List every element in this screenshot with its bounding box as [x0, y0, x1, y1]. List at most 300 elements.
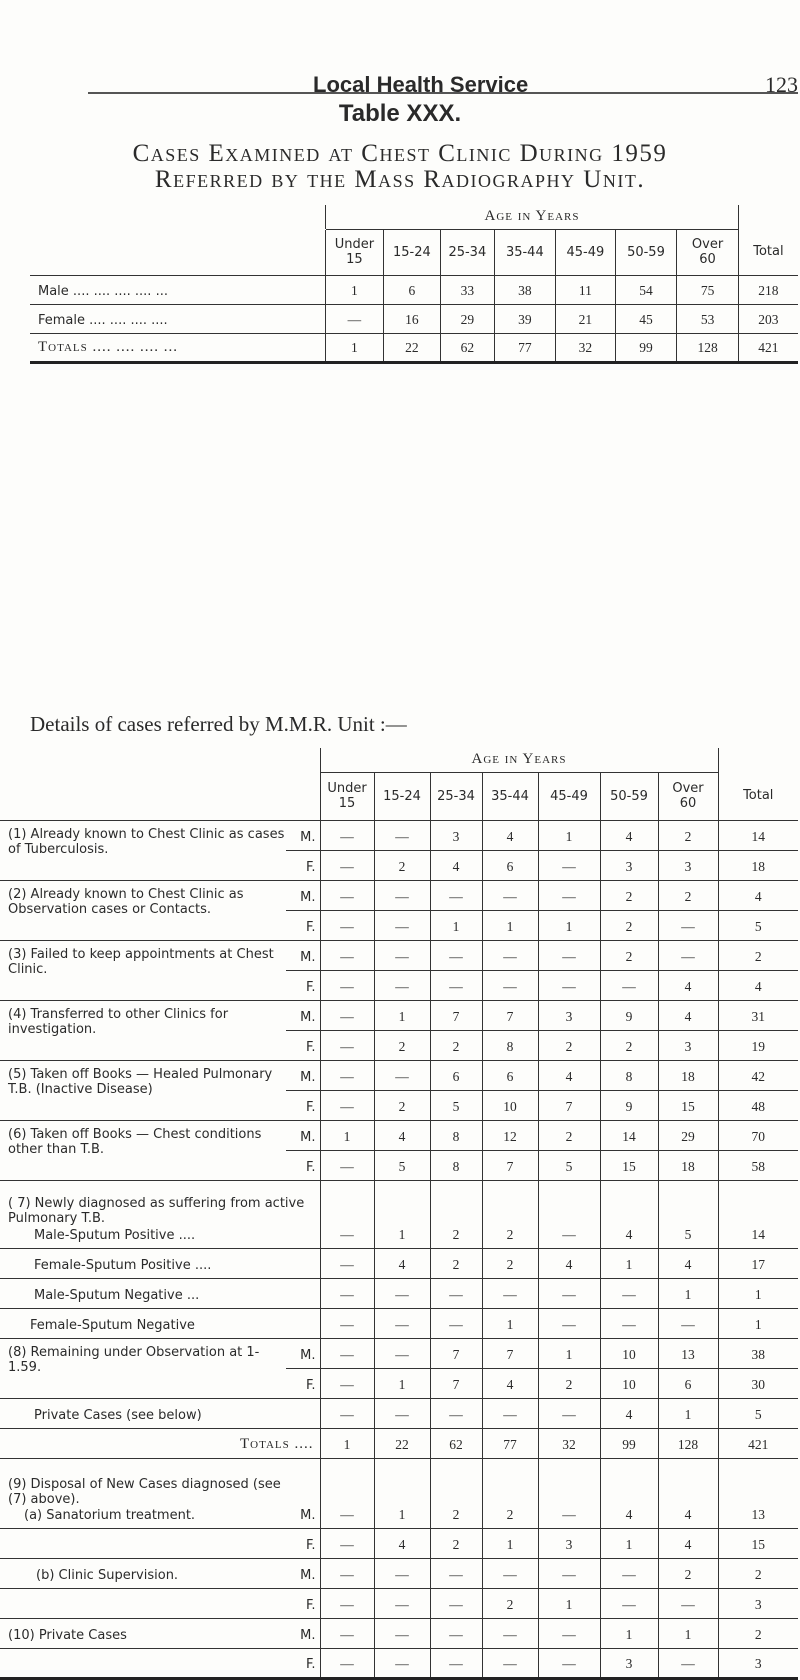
- row-label: Male-Sputum Negative ...: [0, 1278, 320, 1308]
- table-cell: 1: [374, 1000, 430, 1030]
- table-cell: —: [482, 970, 538, 1000]
- table-cell: 4: [374, 1528, 430, 1558]
- sex-label: F.: [286, 970, 320, 1000]
- table-cell: 14: [718, 820, 798, 850]
- table-cell: —: [482, 1278, 538, 1308]
- table-row: [0, 1648, 798, 1678]
- table-cell: 70: [718, 1120, 798, 1150]
- table-row: [0, 940, 798, 970]
- column-header: Total: [718, 772, 798, 820]
- table-cell: 4: [374, 1248, 430, 1278]
- table-cell: 4: [482, 1368, 538, 1398]
- table-cell: —: [600, 1278, 658, 1308]
- table-cell: —: [482, 1558, 538, 1588]
- table-cell: —: [320, 1090, 374, 1120]
- table-row: [0, 1618, 798, 1648]
- table-cell: 2: [374, 850, 430, 880]
- sex-label: F.: [286, 910, 320, 940]
- row-label: Private Cases (see below): [0, 1398, 320, 1428]
- table-row: [0, 1248, 798, 1278]
- table-cell: —: [482, 940, 538, 970]
- table-cell: —: [374, 880, 430, 910]
- table-cell: —: [482, 1398, 538, 1428]
- table-cell: 1: [320, 1120, 374, 1150]
- table-cell: 421: [718, 1428, 798, 1458]
- age-header: Age in Years: [326, 205, 739, 229]
- table-cell: 31: [718, 1000, 798, 1030]
- table-cell: —: [320, 970, 374, 1000]
- table-row: [0, 1588, 798, 1618]
- table-cell: 38: [718, 1338, 798, 1368]
- table-cell: 2: [658, 820, 718, 850]
- page-number: 123: [765, 72, 798, 97]
- table-cell: 77: [482, 1428, 538, 1458]
- table-cell: 9: [600, 1090, 658, 1120]
- table-cell: —: [430, 1618, 482, 1648]
- table-cell: 4: [658, 970, 718, 1000]
- table-label: Table XXX.: [338, 100, 462, 127]
- sex-label: M.: [286, 1120, 320, 1150]
- table-cell: 7: [538, 1090, 600, 1120]
- table-cell: 2: [430, 1458, 482, 1528]
- table-cell: 8: [482, 1030, 538, 1060]
- running-head: Local Health Service: [313, 72, 529, 97]
- table-cell: 1: [538, 1338, 600, 1368]
- table-cell: 2: [430, 1030, 482, 1060]
- table-cell: 2: [600, 880, 658, 910]
- table-cell: 4: [658, 1000, 718, 1030]
- table-cell: 5: [718, 1398, 798, 1428]
- table-cell: —: [374, 940, 430, 970]
- table-cell: 11: [556, 275, 616, 304]
- table-cell: —: [320, 1528, 374, 1558]
- table-cell: —: [600, 1308, 658, 1338]
- table-cell: 7: [430, 1338, 482, 1368]
- row-label: [0, 1180, 320, 1248]
- title-line-2: Referred by the Mass Radiography Unit.: [154, 166, 646, 193]
- table-cell: 21: [556, 304, 616, 333]
- column-header: 15-24: [374, 772, 430, 820]
- group-label: (3) Failed to keep appointments at Chest Clinic.: [0, 940, 286, 1000]
- table-cell: —: [320, 1150, 374, 1180]
- table-cell: —: [320, 1180, 374, 1248]
- table-cell: —: [658, 940, 718, 970]
- table-cell: —: [482, 880, 538, 910]
- table-cell: 16: [383, 304, 440, 333]
- table-row: [0, 1458, 798, 1528]
- table-row: [30, 275, 798, 304]
- table-cell: —: [538, 850, 600, 880]
- summary-table: [30, 205, 798, 364]
- table-cell: 1: [482, 1528, 538, 1558]
- table-cell: 1: [374, 1458, 430, 1528]
- table-cell: 2: [600, 910, 658, 940]
- table-cell: —: [374, 1618, 430, 1648]
- sex-label: F.: [286, 1368, 320, 1398]
- table-cell: —: [320, 1278, 374, 1308]
- table-cell: —: [430, 1398, 482, 1428]
- header-rule: [88, 92, 798, 94]
- table-cell: 8: [430, 1150, 482, 1180]
- table-cell: 1: [482, 1308, 538, 1338]
- table-cell: 75: [677, 275, 739, 304]
- table-cell: 99: [600, 1428, 658, 1458]
- table-row: [0, 1398, 798, 1428]
- table-cell: —: [600, 970, 658, 1000]
- column-header: 35-44: [494, 229, 556, 275]
- table-cell: —: [600, 1558, 658, 1588]
- table-cell: 48: [718, 1090, 798, 1120]
- column-header: Over 60: [677, 229, 739, 275]
- group-label: (9) Disposal of New Cases diagnosed (see (7) above).: [8, 1476, 281, 1507]
- table-cell: —: [374, 1338, 430, 1368]
- table-cell: 128: [677, 333, 739, 362]
- row-label: Female .... .... .... ....: [30, 304, 326, 333]
- row-label: [0, 1458, 286, 1528]
- table-cell: 2: [374, 1030, 430, 1060]
- table-cell: 32: [556, 333, 616, 362]
- page-header: [88, 72, 798, 98]
- table-cell: 1: [600, 1528, 658, 1558]
- table-cell: 19: [718, 1030, 798, 1060]
- table-cell: 2: [658, 880, 718, 910]
- table-cell: —: [538, 1180, 600, 1248]
- table-cell: 4: [600, 1458, 658, 1528]
- table-cell: 4: [430, 850, 482, 880]
- table-cell: —: [658, 1648, 718, 1678]
- table-cell: 7: [482, 1000, 538, 1030]
- table-cell: —: [658, 910, 718, 940]
- table-cell: 128: [658, 1428, 718, 1458]
- table-cell: —: [658, 1308, 718, 1338]
- table-cell: 33: [441, 275, 494, 304]
- column-header: Total: [738, 229, 798, 275]
- row-label: [0, 1528, 286, 1558]
- table-cell: 1: [326, 333, 383, 362]
- table-cell: 3: [600, 1648, 658, 1678]
- row-label: Male .... .... .... .... ...: [30, 275, 326, 304]
- table-cell: 1: [320, 1428, 374, 1458]
- column-header: 50-59: [600, 772, 658, 820]
- table-cell: —: [430, 1648, 482, 1678]
- table-cell: —: [374, 1648, 430, 1678]
- table-row: [0, 1308, 798, 1338]
- table-cell: 3: [658, 850, 718, 880]
- table-cell: 4: [600, 1398, 658, 1428]
- sex-label: M.: [286, 1558, 320, 1588]
- table-cell: 2: [718, 940, 798, 970]
- table-cell: 2: [482, 1458, 538, 1528]
- table-cell: —: [374, 1308, 430, 1338]
- table-row: [0, 880, 798, 910]
- table-cell: 2: [374, 1090, 430, 1120]
- table-cell: 1: [658, 1278, 718, 1308]
- table-cell: 3: [538, 1528, 600, 1558]
- table-cell: 2: [600, 1030, 658, 1060]
- table-cell: 2: [430, 1248, 482, 1278]
- table-cell: 3: [718, 1648, 798, 1678]
- table-cell: 1: [326, 275, 383, 304]
- table-cell: —: [320, 1458, 374, 1528]
- table-cell: 1: [658, 1398, 718, 1428]
- sex-label: M.: [286, 1458, 320, 1528]
- table-cell: 38: [494, 275, 556, 304]
- sex-label: M.: [286, 1060, 320, 1090]
- table-cell: 22: [383, 333, 440, 362]
- table-row: [30, 333, 798, 362]
- table-cell: 29: [441, 304, 494, 333]
- sex-label: F.: [286, 1528, 320, 1558]
- column-header: 25-34: [441, 229, 494, 275]
- group-label: (5) Taken off Books — Healed Pulmonary T.B. (Inactive Disease): [0, 1060, 286, 1120]
- table-cell: 15: [718, 1528, 798, 1558]
- table-cell: —: [320, 880, 374, 910]
- table-cell: —: [430, 1558, 482, 1588]
- table-cell: 7: [482, 1338, 538, 1368]
- table-cell: 77: [494, 333, 556, 362]
- details-table: [0, 748, 798, 1680]
- table-row: [0, 1000, 798, 1030]
- table-cell: 5: [374, 1150, 430, 1180]
- table-cell: —: [320, 1060, 374, 1090]
- table-cell: 2: [538, 1368, 600, 1398]
- group-label: (8) Remaining under Observation at 1-1.59.: [0, 1338, 286, 1398]
- sex-label: M.: [286, 1000, 320, 1030]
- table-cell: —: [658, 1588, 718, 1618]
- table-cell: 2: [482, 1248, 538, 1278]
- table-cell: —: [430, 1308, 482, 1338]
- table-cell: 2: [718, 1618, 798, 1648]
- table-cell: 42: [718, 1060, 798, 1090]
- sex-label: M.: [286, 1338, 320, 1368]
- table-cell: 5: [430, 1090, 482, 1120]
- table-cell: 2: [718, 1558, 798, 1588]
- table-cell: 2: [482, 1180, 538, 1248]
- table-cell: 1: [600, 1248, 658, 1278]
- group-label: (4) Transferred to other Clinics for investigation.: [0, 1000, 286, 1060]
- table-cell: 5: [658, 1180, 718, 1248]
- column-header: Over 60: [658, 772, 718, 820]
- table-row: [0, 1558, 798, 1588]
- table-row: [0, 1428, 798, 1458]
- table-cell: —: [538, 1558, 600, 1588]
- row-label: [0, 1648, 286, 1678]
- table-cell: 29: [658, 1120, 718, 1150]
- table-cell: 1: [600, 1618, 658, 1648]
- table-cell: —: [320, 850, 374, 880]
- table-cell: —: [538, 880, 600, 910]
- table-cell: 1: [430, 910, 482, 940]
- table-cell: 5: [718, 910, 798, 940]
- table-cell: —: [320, 1398, 374, 1428]
- table-cell: 4: [658, 1458, 718, 1528]
- table-cell: 32: [538, 1428, 600, 1458]
- table-cell: —: [430, 940, 482, 970]
- column-header: Under 15: [326, 229, 383, 275]
- table-cell: 10: [600, 1368, 658, 1398]
- table-cell: 15: [658, 1090, 718, 1120]
- table-cell: 4: [600, 820, 658, 850]
- row-label: Female-Sputum Negative: [0, 1308, 320, 1338]
- table-cell: 4: [718, 880, 798, 910]
- table-cell: 54: [615, 275, 677, 304]
- table-cell: 62: [430, 1428, 482, 1458]
- table-cell: 18: [658, 1150, 718, 1180]
- table-cell: —: [538, 1458, 600, 1528]
- table-cell: —: [374, 1060, 430, 1090]
- table-row: [0, 1060, 798, 1090]
- table-cell: 4: [658, 1528, 718, 1558]
- table-cell: 7: [482, 1150, 538, 1180]
- table-cell: 10: [600, 1338, 658, 1368]
- table-cell: 2: [600, 940, 658, 970]
- column-header: 15-24: [383, 229, 440, 275]
- sub-label: (a) Sanatorium treatment.: [24, 1507, 196, 1523]
- table-cell: —: [600, 1588, 658, 1618]
- column-header: 50-59: [615, 229, 677, 275]
- table-cell: —: [374, 820, 430, 850]
- table-cell: 7: [430, 1368, 482, 1398]
- sex-label: M.: [286, 1618, 320, 1648]
- row-label: Female-Sputum Positive ....: [0, 1248, 320, 1278]
- table-cell: —: [374, 910, 430, 940]
- table-cell: —: [320, 1648, 374, 1678]
- table-cell: —: [374, 1398, 430, 1428]
- table-cell: 3: [600, 850, 658, 880]
- table-cell: 18: [658, 1060, 718, 1090]
- table-cell: 45: [615, 304, 677, 333]
- table-cell: 1: [658, 1618, 718, 1648]
- row-label: (10) Private Cases: [0, 1618, 286, 1648]
- table-cell: 62: [441, 333, 494, 362]
- sex-label: F.: [286, 1150, 320, 1180]
- table-cell: 22: [374, 1428, 430, 1458]
- table-cell: 4: [374, 1120, 430, 1150]
- table-cell: 2: [430, 1180, 482, 1248]
- table-cell: —: [374, 1278, 430, 1308]
- table-cell: 203: [738, 304, 798, 333]
- table-cell: 8: [430, 1120, 482, 1150]
- table-cell: 3: [430, 820, 482, 850]
- table-row: [0, 820, 798, 850]
- table-cell: —: [374, 970, 430, 1000]
- table-cell: 13: [718, 1458, 798, 1528]
- sex-label: F.: [286, 1588, 320, 1618]
- details-heading: Details of cases referred by M.M.R. Unit :—: [30, 712, 407, 736]
- table-cell: —: [320, 820, 374, 850]
- table-row: [0, 1528, 798, 1558]
- table-cell: 1: [374, 1180, 430, 1248]
- table-row: [0, 1120, 798, 1150]
- table-cell: —: [538, 1398, 600, 1428]
- group-label: ( 7) Newly diagnosed as suffering from active Pulmonary T.B.: [8, 1195, 305, 1226]
- table-cell: 7: [430, 1000, 482, 1030]
- sex-label: M.: [286, 880, 320, 910]
- title-line-1: Cases Examined at Chest Clinic During 1959: [132, 140, 668, 167]
- table-cell: 4: [600, 1180, 658, 1248]
- table-cell: —: [430, 1588, 482, 1618]
- table-cell: —: [320, 1558, 374, 1588]
- table-cell: 1: [718, 1308, 798, 1338]
- table-cell: 6: [658, 1368, 718, 1398]
- table-row: [0, 1338, 798, 1368]
- table-cell: 39: [494, 304, 556, 333]
- table-cell: —: [538, 1618, 600, 1648]
- table-cell: —: [430, 1278, 482, 1308]
- table-cell: 1: [718, 1278, 798, 1308]
- row-label: (b) Clinic Supervision.: [0, 1558, 286, 1588]
- table-cell: 1: [482, 910, 538, 940]
- sex-label: M.: [286, 940, 320, 970]
- table-cell: 9: [600, 1000, 658, 1030]
- column-header: Under 15: [320, 772, 374, 820]
- table-cell: —: [320, 1618, 374, 1648]
- table-cell: 2: [430, 1528, 482, 1558]
- table-cell: 10: [482, 1090, 538, 1120]
- table-cell: —: [374, 1588, 430, 1618]
- table-cell: 4: [658, 1248, 718, 1278]
- table-cell: 15: [600, 1150, 658, 1180]
- table-cell: 17: [718, 1248, 798, 1278]
- table-cell: 14: [718, 1180, 798, 1248]
- table-cell: 18: [718, 850, 798, 880]
- table-cell: —: [320, 1368, 374, 1398]
- table-cell: 8: [600, 1060, 658, 1090]
- column-header: 25-34: [430, 772, 482, 820]
- table-cell: —: [538, 1278, 600, 1308]
- sex-label: F.: [286, 1090, 320, 1120]
- table-cell: 5: [538, 1150, 600, 1180]
- table-cell: —: [430, 880, 482, 910]
- table-cell: —: [320, 1030, 374, 1060]
- table-cell: —: [482, 1618, 538, 1648]
- table-cell: 1: [538, 910, 600, 940]
- table-cell: 218: [738, 275, 798, 304]
- table-cell: —: [482, 1648, 538, 1678]
- table-cell: 13: [658, 1338, 718, 1368]
- table-cell: —: [538, 970, 600, 1000]
- table-cell: —: [430, 970, 482, 1000]
- column-header: 35-44: [482, 772, 538, 820]
- table-cell: —: [320, 1248, 374, 1278]
- column-header: 45-49: [556, 229, 616, 275]
- group-label: (1) Already known to Chest Clinic as cases of Tuberculosis.: [0, 820, 286, 880]
- table-cell: —: [538, 940, 600, 970]
- table-cell: 6: [482, 1060, 538, 1090]
- sex-label: F.: [286, 1648, 320, 1678]
- sex-label: F.: [286, 850, 320, 880]
- sub-label: Male-Sputum Positive ....: [34, 1227, 196, 1243]
- table-cell: 1: [374, 1368, 430, 1398]
- table-cell: 421: [738, 333, 798, 362]
- table-cell: 1: [538, 1588, 600, 1618]
- table-cell: —: [320, 1338, 374, 1368]
- table-cell: 6: [430, 1060, 482, 1090]
- table-cell: —: [320, 1000, 374, 1030]
- column-header: 45-49: [538, 772, 600, 820]
- table-cell: 12: [482, 1120, 538, 1150]
- table-cell: 99: [615, 333, 677, 362]
- table-cell: 4: [718, 970, 798, 1000]
- table-cell: 58: [718, 1150, 798, 1180]
- sex-label: M.: [286, 820, 320, 850]
- table-cell: —: [538, 1308, 600, 1338]
- sex-label: F.: [286, 1030, 320, 1060]
- age-header-2: Age in Years: [320, 748, 718, 772]
- row-label: [0, 1588, 286, 1618]
- table-cell: —: [320, 1588, 374, 1618]
- group-label: (6) Taken off Books — Chest conditions other than T.B.: [0, 1120, 286, 1180]
